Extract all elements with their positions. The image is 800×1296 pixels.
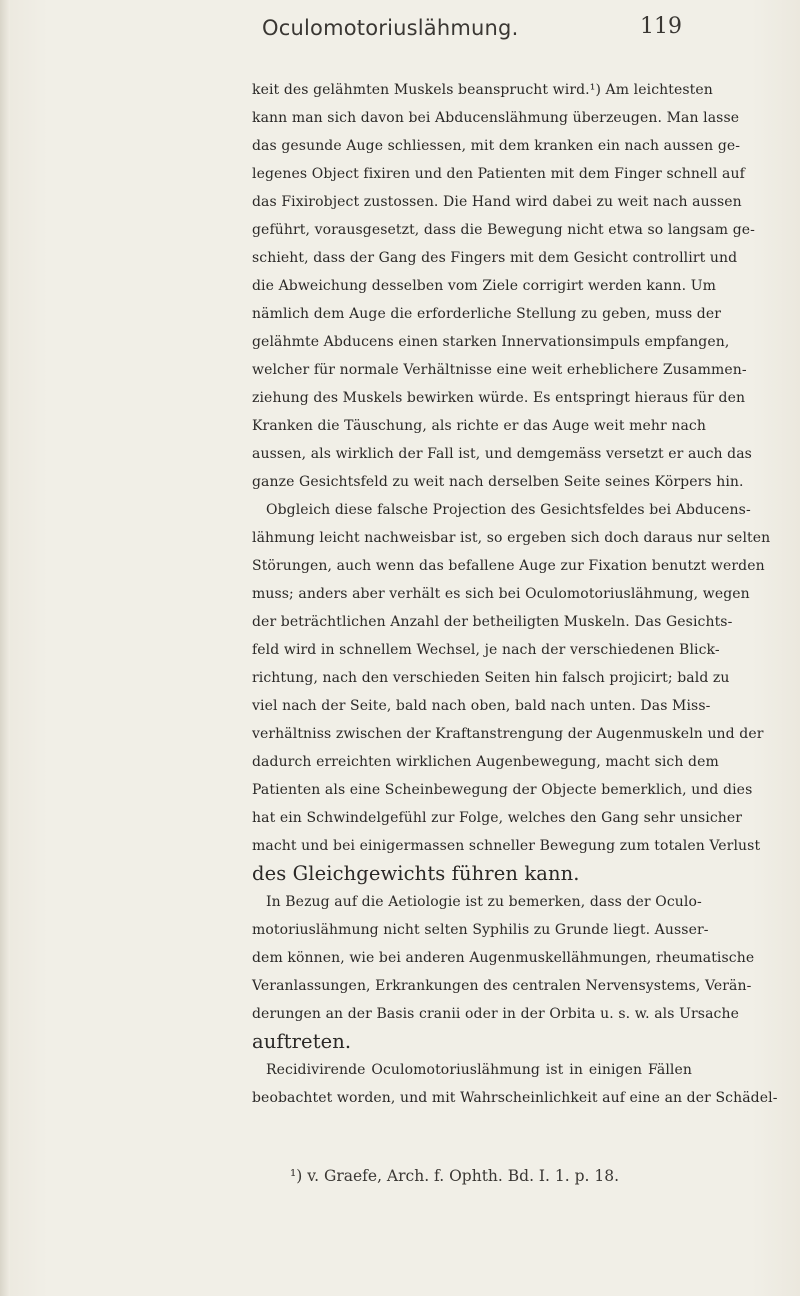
text-line: richtung, nach den verschieden Seiten hin falsch projicirt; bald zu bbox=[252, 670, 730, 686]
page-gutter-shadow bbox=[0, 0, 10, 1296]
text-line: die Abweichung desselben vom Ziele corrigirt werden kann. Um bbox=[252, 278, 717, 294]
text-line: derungen an der Basis cranii oder in der Orbita u. s. w. als Ursache bbox=[252, 1006, 739, 1022]
text-line: der beträchtlichen Anzahl der betheiligten Muskeln. Das Gesichts- bbox=[252, 614, 733, 630]
text-line: lähmung leicht nachweisbar ist, so ergeben sich doch daraus nur selten bbox=[252, 530, 771, 546]
text-line: schieht, dass der Gang des Fingers mit dem Gesicht controllirt und bbox=[252, 250, 738, 266]
text-line: das gesunde Auge schliessen, mit dem kranken ein nach aussen ge- bbox=[252, 138, 741, 154]
text-line: keit des gelähmten Muskels beansprucht wird.¹) Am leichtesten bbox=[252, 82, 713, 98]
footnote: ¹) v. Graefe, Arch. f. Ophth. Bd. I. 1. p. 18. bbox=[290, 1167, 620, 1185]
text-line: das Fixirobject zustossen. Die Hand wird dabei zu weit nach aussen bbox=[252, 194, 742, 210]
text-line: macht und bei einigermassen schneller Bewegung zum totalen Verlust bbox=[252, 838, 761, 854]
text-line: viel nach der Seite, bald nach oben, bald nach unten. Das Miss- bbox=[252, 698, 711, 714]
text-line: feld wird in schnellem Wechsel, je nach der verschiedenen Blick- bbox=[252, 642, 720, 658]
text-line: Patienten als eine Scheinbewegung der Objecte bemerklich, und dies bbox=[252, 782, 753, 798]
text-line: nämlich dem Auge die erforderliche Stellung zu geben, muss der bbox=[252, 306, 722, 322]
text-line: dem können, wie bei anderen Augenmuskellähmungen, rheumatische bbox=[252, 950, 755, 966]
text-line: auftreten. bbox=[252, 1030, 352, 1053]
text-line: beobachtet worden, und mit Wahrscheinlichkeit auf eine an der Schädel- bbox=[252, 1090, 778, 1106]
text-line: Kranken die Täuschung, als richte er das Auge weit mehr nach bbox=[252, 418, 706, 434]
text-line: aussen, als wirklich der Fall ist, und demgemäss versetzt er auch das bbox=[252, 446, 752, 462]
text-line: gelähmte Abducens einen starken Innervationsimpuls empfangen, bbox=[252, 334, 730, 350]
text-line: motoriuslähmung nicht selten Syphilis zu Grunde liegt. Ausser- bbox=[252, 922, 709, 938]
text-line: welcher für normale Verhältnisse eine weit erheblichere Zusammen- bbox=[252, 362, 747, 378]
page-number: 119 bbox=[640, 14, 682, 39]
text-line: des Gleichgewichts führen kann. bbox=[252, 862, 580, 885]
text-line: kann man sich davon bei Abducenslähmung überzeugen. Man lasse bbox=[252, 110, 740, 126]
running-title: Oculomotoriuslähmung. bbox=[262, 16, 519, 40]
text-line: verhältniss zwischen der Kraftanstrengung der Augenmuskeln und der bbox=[252, 726, 764, 742]
text-line: dadurch erreichten wirklichen Augenbewegung, macht sich dem bbox=[252, 754, 719, 770]
text-line: ziehung des Muskels bewirken würde. Es entspringt hieraus für den bbox=[252, 390, 746, 406]
text-line: geführt, vorausgesetzt, dass die Bewegung nicht etwa so langsam ge- bbox=[252, 222, 755, 238]
paragraph-start-line: Obgleich diese falsche Projection des Gesichtsfeldes bei Abducens- bbox=[266, 502, 751, 518]
text-line: Störungen, auch wenn das befallene Auge zur Fixation benutzt werden bbox=[252, 558, 765, 574]
running-head bbox=[0, 10, 800, 50]
text-line: ganze Gesichtsfeld zu weit nach derselben Seite seines Körpers hin. bbox=[252, 474, 744, 490]
text-line: Veranlassungen, Erkrankungen des centralen Nervensystems, Verän- bbox=[252, 978, 752, 994]
text-line: muss; anders aber verhält es sich bei Oculomotoriuslähmung, wegen bbox=[252, 586, 750, 602]
text-line: legenes Object fixiren und den Patienten mit dem Finger schnell auf bbox=[252, 166, 745, 182]
paragraph-start-line: Recidivirende Oculomotoriuslähmung ist in einigen Fällen bbox=[266, 1062, 692, 1078]
paragraph-start-line: In Bezug auf die Aetiologie ist zu bemerken, dass der Oculo- bbox=[266, 894, 702, 910]
text-line: hat ein Schwindelgefühl zur Folge, welches den Gang sehr unsicher bbox=[252, 810, 743, 826]
